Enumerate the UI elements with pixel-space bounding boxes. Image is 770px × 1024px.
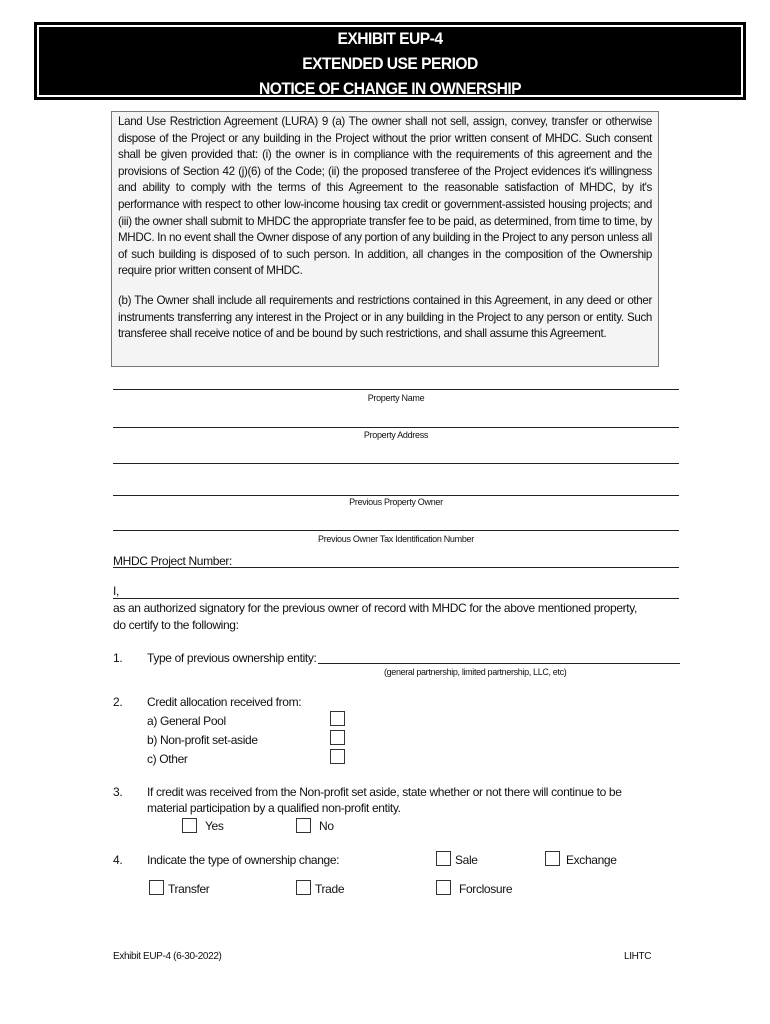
certify-line-2: do certify to the following: [113, 618, 239, 632]
property-name-line[interactable] [113, 389, 679, 390]
option-other: c) Other [147, 752, 188, 766]
item-3-number: 3. [113, 785, 123, 799]
forclosure-label: Forclosure [459, 882, 513, 896]
non-profit-checkbox[interactable] [330, 730, 345, 745]
option-general-pool: a) General Pool [147, 714, 226, 728]
lura-text-box [111, 111, 659, 367]
project-number-label: MHDC Project Number: [113, 554, 233, 568]
footer-lihtc: LIHTC [624, 951, 652, 962]
forclosure-checkbox[interactable] [436, 880, 451, 895]
yes-label: Yes [205, 819, 224, 833]
ownership-entity-hint: (general partnership, limited partnership, LLC, etc) [384, 667, 567, 677]
exhibit-title: EXHIBIT EUP-4 [337, 29, 443, 48]
general-pool-checkbox[interactable] [330, 711, 345, 726]
lura-paragraph-a: Land Use Restriction Agreement (LURA) 9 (a) The owner shall not sell, assign, convey, transfer or otherwise dispose of the Project or any building in the Project without the prior written consent of MHDC. Such consent shall be given provided that: (i) the owner is in compliance with the requirements of this agreement and the provisions of Section 42 (j)(6) of the Code; (ii) the proposed transferee of the Project evidences it's willingness and ability to comply with the terms of this Agreement to the reasonable satisfaction of MHDC, by it's performance with respect to other low-income housing tax credit or government-assisted housing projects; and (iii) the owner shall submit to MHDC the appropriate transfer fee to be paid, as determined, from time to time, by MHDC. In no event shall the Owner dispose of any portion of any building in the Project to any person unless all of such building is disposed of to such person. In addition, all changes in the composition of the Ownership require prior written consent of MHDC. [118, 115, 652, 278]
item-1-number: 1. [113, 651, 123, 665]
property-address-label: Property Address [363, 430, 429, 440]
trade-label: Trade [315, 882, 345, 896]
previous-owner-line[interactable] [113, 495, 679, 496]
sale-checkbox[interactable] [436, 851, 451, 866]
item-1-label: Type of previous ownership entity: [147, 651, 317, 665]
title-banner [34, 22, 746, 100]
previous-owner-label: Previous Property Owner [349, 497, 443, 507]
item-4-number: 4. [113, 853, 123, 867]
certify-line-1: as an authorized signatory for the previous owner of record with MHDC for the above mentioned property, [113, 601, 638, 615]
exchange-checkbox[interactable] [545, 851, 560, 866]
item-2-label: Credit allocation received from: [147, 695, 302, 709]
no-label: No [319, 819, 334, 833]
notice-title: NOTICE OF CHANGE IN OWNERSHIP [258, 79, 522, 98]
transfer-checkbox[interactable] [149, 880, 164, 895]
option-non-profit: b) Non-profit set-aside [147, 733, 258, 747]
property-address-line-2[interactable] [113, 463, 679, 464]
item-3-line-2: material participation by a qualified non-profit entity. [147, 801, 401, 815]
project-number-line[interactable] [113, 567, 679, 568]
other-checkbox[interactable] [330, 749, 345, 764]
period-title: EXTENDED USE PERIOD [302, 54, 478, 73]
sale-label: Sale [455, 853, 478, 867]
trade-checkbox[interactable] [296, 880, 311, 895]
item-4-label: Indicate the type of ownership change: [147, 853, 340, 867]
item-2-number: 2. [113, 695, 123, 709]
signatory-label: I, [113, 584, 119, 598]
signatory-name-line[interactable] [113, 598, 679, 599]
footer-exhibit: Exhibit EUP-4 (6-30-2022) [113, 951, 222, 962]
ownership-entity-line[interactable] [318, 663, 680, 664]
transfer-label: Transfer [168, 882, 210, 896]
item-3-line-1: If credit was received from the Non-profit set aside, state whether or not there will continue to be [147, 785, 622, 799]
lura-paragraph-b: (b) The Owner shall include all requirements and restrictions contained in this Agreement, in any deed or other instruments transferring any interest in the Project or in any building in the Project to any person or entity. Such transferee shall receive notice of and be bound by such restrictions, and shall assume this Agreement. [118, 293, 652, 341]
tax-id-label: Previous Owner Tax Identification Number [318, 534, 474, 544]
yes-checkbox[interactable] [182, 818, 197, 833]
property-address-line[interactable] [113, 427, 679, 428]
no-checkbox[interactable] [296, 818, 311, 833]
tax-id-line[interactable] [113, 530, 679, 531]
exchange-label: Exchange [566, 853, 617, 867]
property-name-label: Property Name [367, 393, 425, 403]
